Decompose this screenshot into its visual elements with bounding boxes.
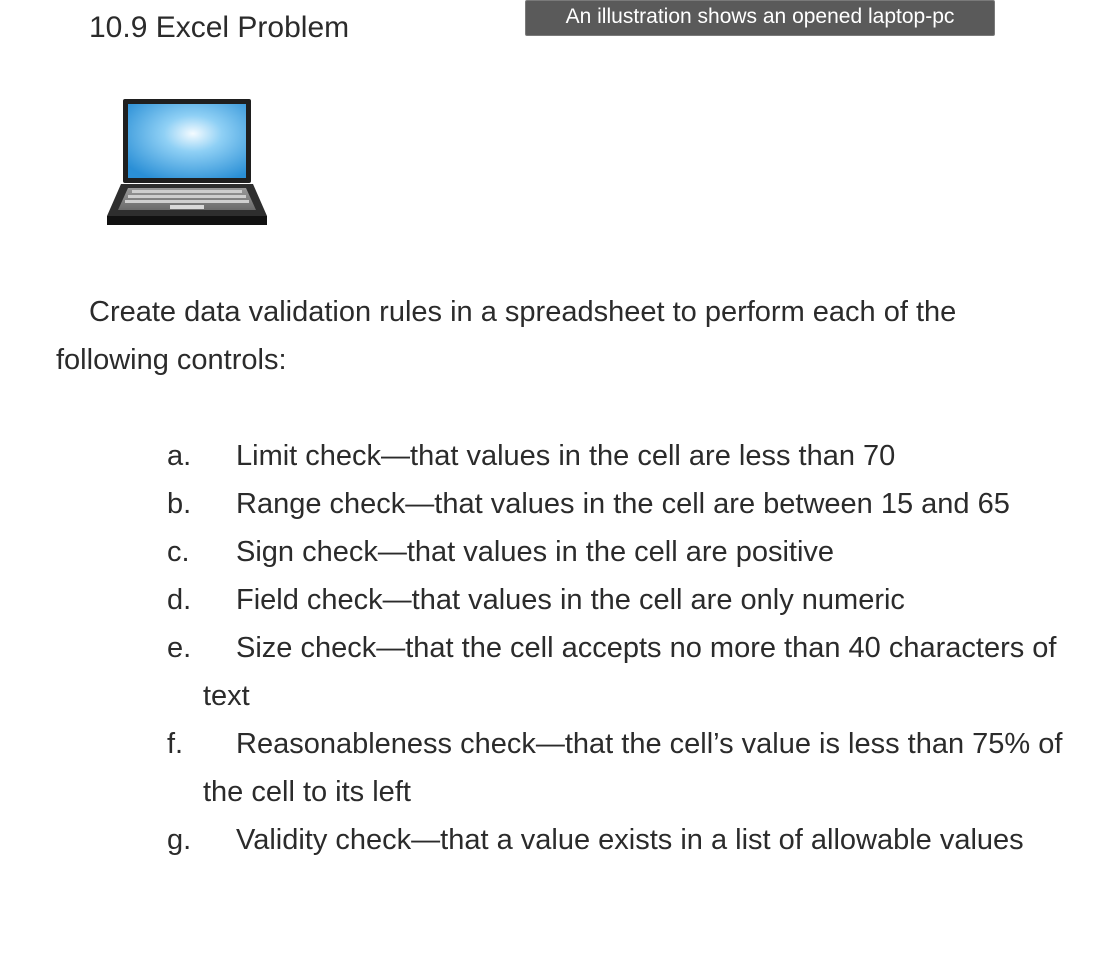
list-marker: f.	[167, 728, 184, 760]
laptop-icon	[106, 98, 268, 228]
list-item-text: Sign check—that values in the cell are positive	[236, 536, 835, 568]
list-item-text: Size check—that the cell accepts no more than 40 characters of text	[203, 632, 1057, 712]
list-item-text: Reasonableness check—that the cell’s value is less than 75% of the cell to its left	[203, 728, 1063, 808]
list-marker: a.	[167, 440, 192, 472]
list-marker: c.	[167, 536, 190, 568]
list-marker: e.	[167, 632, 192, 664]
page-title: 10.9 Excel Problem	[89, 11, 350, 44]
controls-list	[0, 432, 1112, 864]
list-item	[0, 480, 1112, 528]
image-tooltip: An illustration shows an opened laptop-pc	[525, 0, 995, 36]
list-item	[0, 720, 1112, 816]
list-marker: b.	[167, 488, 192, 520]
list-item-text: Field check—that values in the cell are only numeric	[236, 584, 905, 616]
list-item	[0, 576, 1112, 624]
list-item	[0, 624, 1112, 720]
instructions-paragraph: Create data validation rules in a spreadsheet to perform each of the following controls:	[56, 296, 957, 376]
list-item-text: Limit check—that values in the cell are less than 70	[236, 440, 896, 472]
list-marker: g.	[167, 824, 192, 856]
list-item	[0, 528, 1112, 576]
list-item	[0, 816, 1112, 864]
list-item-text: Validity check—that a value exists in a list of allowable values	[236, 824, 1024, 856]
list-marker: d.	[167, 584, 192, 616]
list-item	[0, 432, 1112, 480]
list-item-text: Range check—that values in the cell are between 15 and 65	[236, 488, 1010, 520]
